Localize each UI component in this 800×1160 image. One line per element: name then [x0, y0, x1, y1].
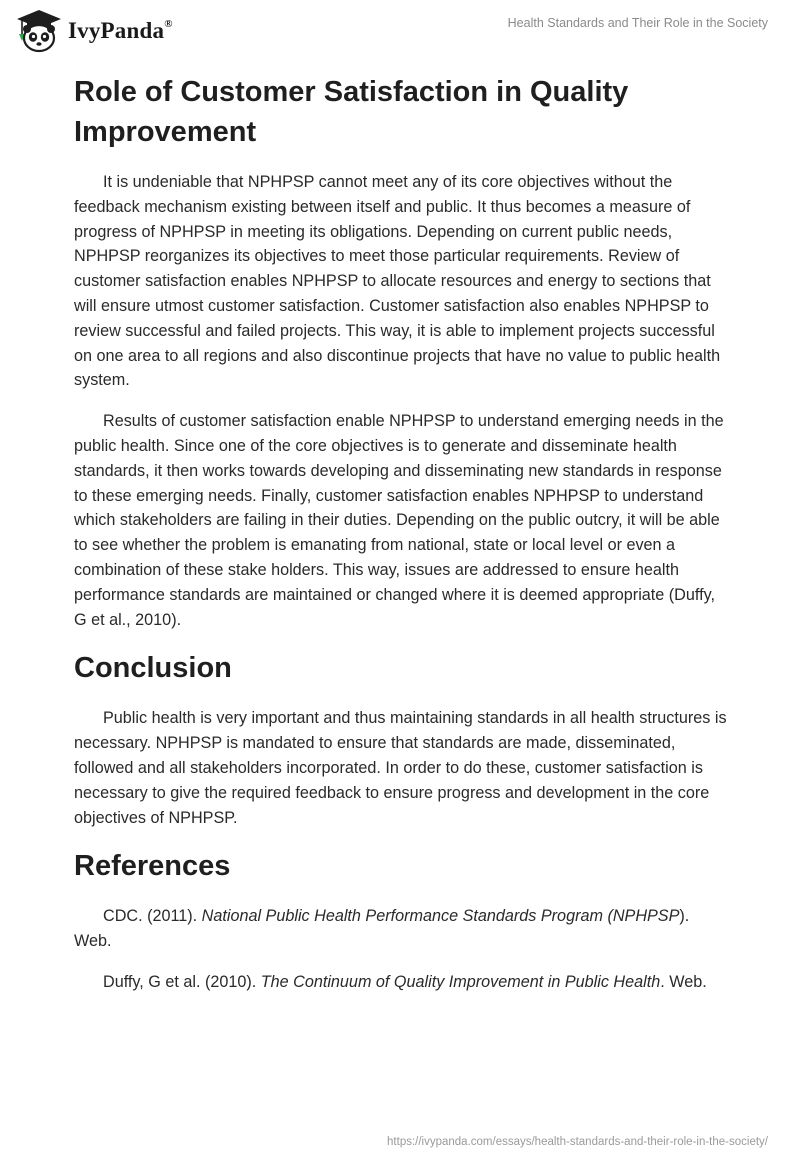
logo-wordmark: IvyPanda®: [68, 18, 173, 43]
panda-graduate-icon: [14, 8, 64, 54]
essay-body: [74, 72, 730, 1011]
section-title-customer-satisfaction: Role of Customer Satisfaction in Quality Improvement: [74, 76, 629, 148]
reference-item: Duffy, G et al. (2010). The Continuum of Quality Improvement in Public Health. Web.: [103, 972, 707, 991]
reference-item: CDC. (2011). National Public Health Performance Standards Program (NPHPSP). Web.: [74, 907, 690, 951]
section-title-references: References: [74, 850, 231, 883]
paragraph: Public health is very important and thus maintaining standards in all health structures is necessary. NPHPSP is mandated to ensure that standards are made, disseminated, followed and all stakeholders incorporated. In order to do these, customer satisfaction is necessary to give the required feedback to ensure progress and development in the core objectives of NPHPSP.: [74, 709, 727, 827]
paragraph: It is undeniable that NPHPSP cannot meet any of its core objectives without the feedback mechanism existing between itself and public. It thus becomes a measure of progress of NPHPSP in meeting its obligations. Depending on current public needs, NPHPSP reorganizes its objectives to meet those particular requirements. Review of customer satisfaction enables NPHPSP to allocate resources and energy to sections that will ensure utmost customer satisfaction. Customer satisfaction also enables NPHPSP to review successful and failed projects. This way, it is able to implement projects successful on one area to all regions and also discontinue projects that have no value to public health system.: [74, 173, 721, 390]
running-title: Health Standards and Their Role in the Society: [507, 16, 768, 30]
paragraph: Results of customer satisfaction enable NPHPSP to understand emerging needs in the public health. Since one of the core objectives is to generate and disseminate health standards, it then works towards developing and disseminating new standards in response to these emerging needs. Finally, customer satisfaction enables NPHPSP to understand which stakeholders are failing in their duties. Depending on the public outcry, it will be able to see whether the problem is emanating from national, state or local level or even a combination of these stake holders. This way, issues are addressed to ensure health performance standards are maintained or changed where it is deemed appropriate (Duffy, G et al., 2010).: [74, 412, 724, 629]
source-url[interactable]: https://ivypanda.com/essays/health-standards-and-their-role-in-the-society/: [387, 1136, 768, 1148]
ivypanda-logo[interactable]: [14, 8, 173, 54]
page-header: [0, 0, 800, 70]
section-title-conclusion: Conclusion: [74, 652, 232, 685]
